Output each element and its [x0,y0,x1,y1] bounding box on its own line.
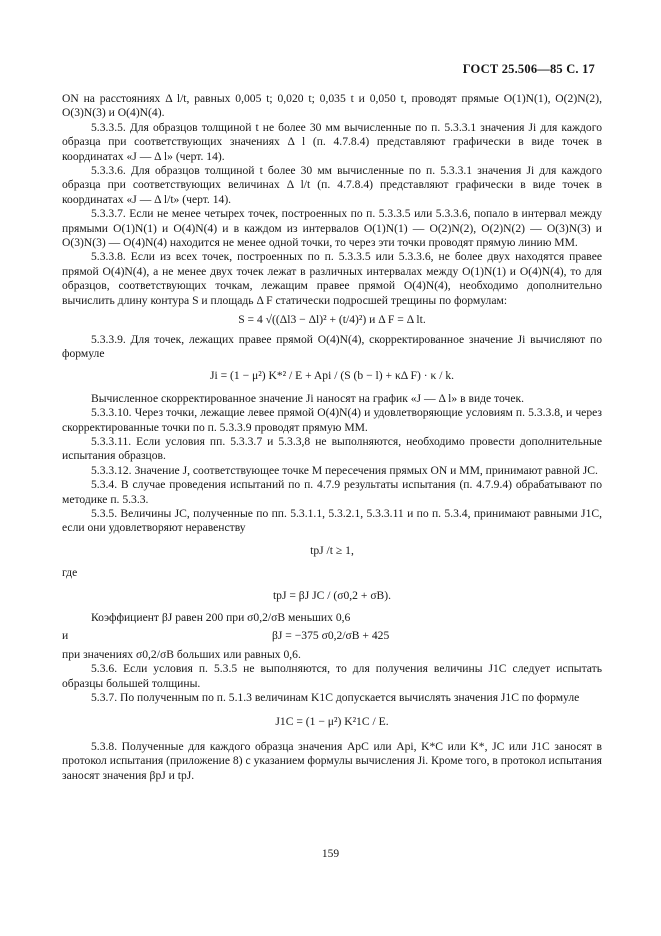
paragraph: 5.3.4. В случае проведения испытаний по п. 4.7.9 результаты испытания (п. 4.7.9.4) обрабатывают по методике п. 5.3.3. [62,478,602,506]
paragraph: 5.3.3.8. Если из всех точек, построенных по п. 5.3.3.5 или 5.3.3.6, не более двух находятся правее прямой O(4)N(4), а не менее двух точек лежат в различных интервалах между O(1)N(1) и O(4)N(4), то для образцов, соответствующих точкам, лежащим правее прямой O(4)N(4), необходимо дополнительно вычислить длину контура S и площадь Δ F статически подросшей трещины по формулам: [62,250,602,307]
paragraph: ON на расстояниях Δ l/t, равных 0,005 t; 0,020 t; 0,035 t и 0,050 t, проводят прямые O(1)N(1), O(2)N(2), O(3)N(3) и O(4)N(4). [62,92,602,120]
formula-beta: βJ = −375 σ0,2/σB + 425 [272,629,390,643]
and-label: и [62,629,69,643]
document-body [62,92,602,783]
paragraph: 5.3.3.10. Через точки, лежащие левее прямой O(4)N(4) и удовлетворяющие условиям п. 5.3.3.8, и через скорректированные точки по п. 5.3.3.9 проводят прямую MM. [62,406,602,434]
paragraph: 5.3.3.9. Для точек, лежащих правее прямой O(4)N(4), скорректированное значение Ji вычисляют по формуле [62,332,602,360]
paragraph: Вычисленное скорректированное значение Ji наносят на график «J — Δ l» в виде точек. [91,391,525,405]
formula-ji: Ji = (1 − μ²) K*² / E + Api / (S (b − l) + κΔ F) · κ / k. [209,369,455,383]
paragraph: 5.3.3.5. Для образцов толщиной t не более 30 мм вычисленные по п. 5.3.3.1 значения Ji для каждого образца при соответствующих значениях Δ l (п. 4.7.8.4) представляют графически в виде точек в координатах «J — Δ l» (черт. 14). [62,120,602,163]
formula-beta-row [62,629,602,643]
formula-tpj: tpJ = βJ JC / (σ0,2 + σB). [272,588,392,602]
paragraph: 5.3.6. Если условия п. 5.3.5 не выполняются, то для получения величины J1C следует испытать образцы большей толщины. [62,662,602,690]
page-header: ГОСТ 25.506—85 С. 17 [462,62,595,76]
paragraph: при значениях σ0,2/σB больших или равных 0,6. [62,647,301,661]
paragraph: 5.3.3.6. Для образцов толщиной t более 30 мм вычисленные по п. 5.3.3.1 значения Ji для каждого образца при соответствующих величинах Δ l/t (п. 4.7.8.4) представляют графически в виде точек в координатах «J — Δ l/t» (черт. 14). [62,164,602,206]
formula-s: S = 4 √((Δl3 − Δl)² + (t/4)²) и Δ F = Δ lt. [238,313,426,327]
where-label: где [62,566,78,580]
paragraph: 5.3.3.11. Если условия пп. 5.3.3.7 и 5.3.3,8 не выполняются, необходимо провести дополнительные испытания образцов. [62,434,602,463]
paragraph: 5.3.3.7. Если не менее четырех точек, построенных по п. 5.3.3.5 или 5.3.3.6, попало в интервал между прямыми O(1)N(1) и O(4)N(4) и в каждом из интервалов O(1)N(1) — O(2)N(2), O(2)N(2) — O(3)N(3) и O(3)N(3) — O(4)N(4) находится не менее одной точки, то через эти точки проводят прямую линию MM. [62,207,602,250]
paragraph: 5.3.7. По полученным по п. 5.1.3 величинам K1C допускается вычислять значения J1C по формуле [91,691,580,705]
paragraph: 5.3.3.12. Значение J, соответствующее точке M пересечения прямых ON и MM, принимают равной JC. [91,463,598,477]
page-number: 159 [321,848,340,860]
paragraph: 5.3.5. Величины JC, полученные по пп. 5.3.1.1, 5.3.2.1, 5.3.3.11 и по п. 5.3.4, принимают равными J1C, если они удовлетворяют неравенству [62,506,602,535]
paragraph: 5.3.8. Полученные для каждого образца значения ApC или Api, K*C или K*, JC или J1C заносят в протокол испытания (приложение 8) с указанием формулы вычисления Ji. Кроме того, в протокол испытания заносят значения βpJ и tpJ. [62,739,602,782]
paragraph: Коэффициент βJ равен 200 при σ0,2/σB меньших 0,6 [91,611,351,624]
formula-j1c: J1C = (1 − μ²) K²1C / E. [275,715,389,729]
formula-inequality: tpJ /t ≥ 1, [310,543,354,557]
